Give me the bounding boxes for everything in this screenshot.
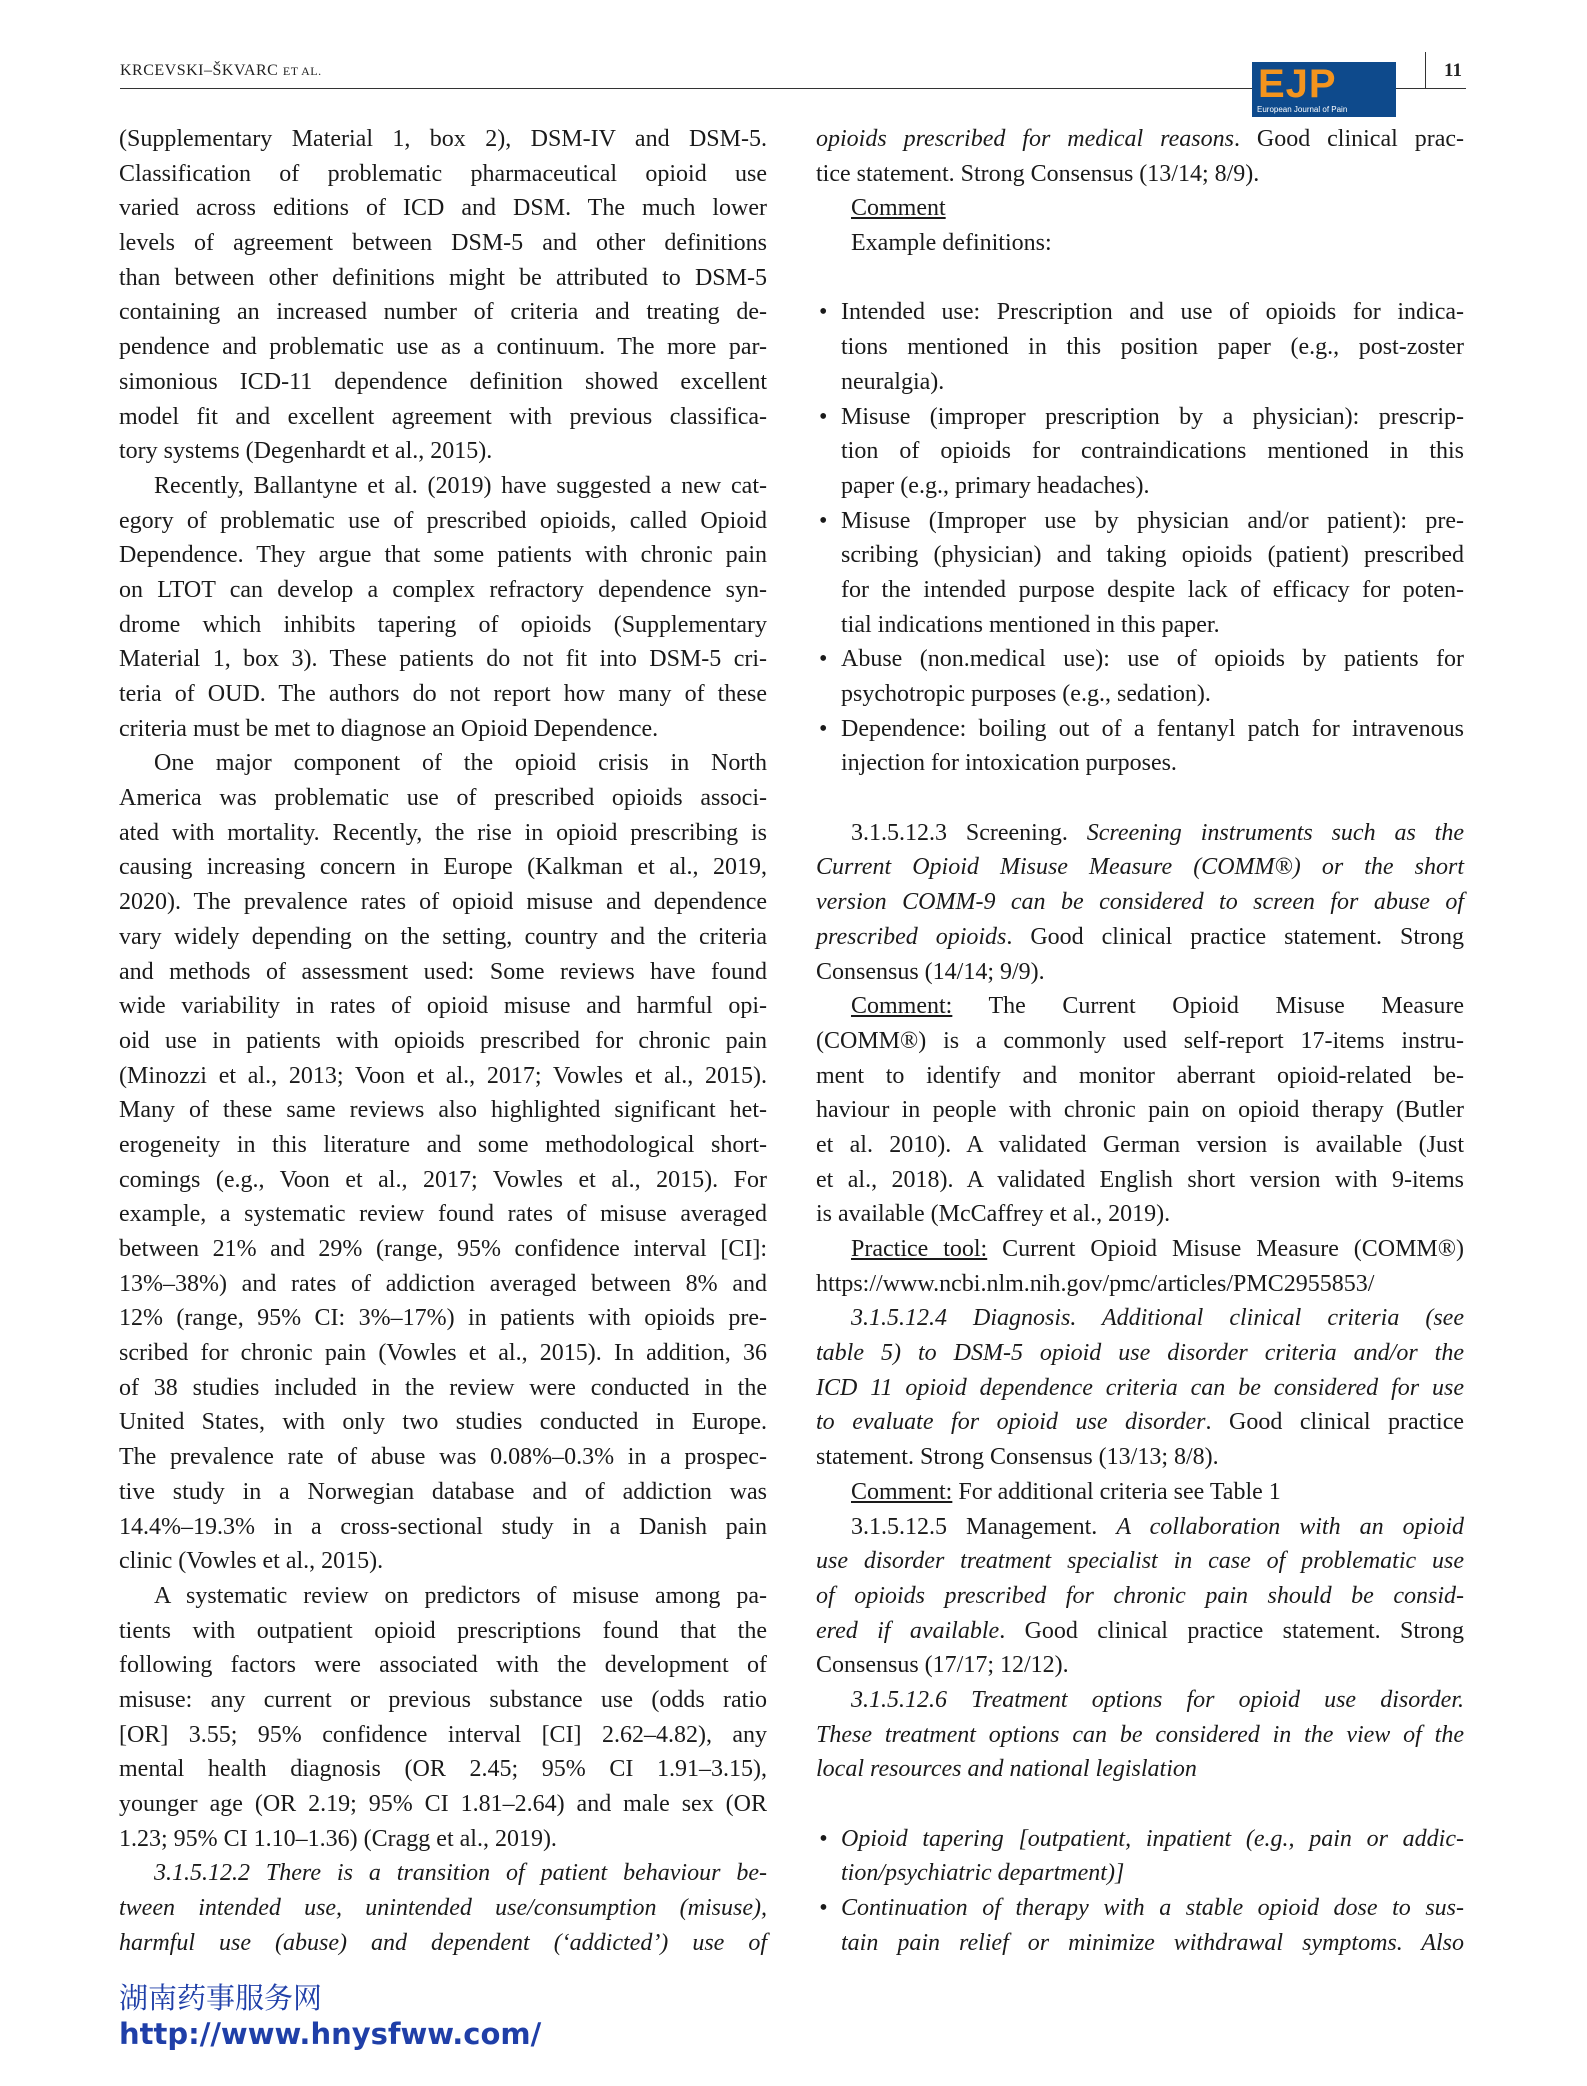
text-line: 1.23; 95% CI 1.10–1.36) (Cragg et al., 2019). — [119, 1825, 557, 1852]
text-line: 2020). The prevalence rates of opioid misuse and dependence — [119, 889, 767, 916]
text-line: example, a systematic review found rates of misuse averaged — [119, 1201, 767, 1228]
text-line: levels of agreement between DSM-5 and other definitions — [119, 230, 767, 257]
text-line: is available (McCaffrey et al., 2019). — [816, 1201, 1171, 1228]
text-line: neuralgia). — [841, 368, 945, 395]
text-line: These treatment options can be considered in the view of the — [816, 1721, 1464, 1748]
text-line: Example definitions: — [851, 230, 1052, 257]
text-line: One major component of the opioid crisis in North — [154, 750, 767, 777]
text-line: comings (e.g., Voon et al., 2017; Vowles et al., 2015). For — [119, 1166, 767, 1193]
text-line: Classification of problematic pharmaceutical opioid use — [119, 160, 767, 187]
text-segment: Comment: — [851, 1478, 953, 1505]
text-line: on LTOT can develop a complex refractory dependence syn- — [119, 576, 767, 603]
text-line: harmful use (abuse) and dependent (‘addicted’) use of — [119, 1929, 767, 1956]
text-line: table 5) to DSM-5 opioid use disorder criteria and/or the — [816, 1340, 1464, 1367]
text-line: Many of these same reviews also highlighted significant het- — [119, 1097, 767, 1124]
text-line: local resources and national legislation — [816, 1756, 1197, 1783]
bullet-line: • Dependence: boiling out of a fentanyl patch for intravenous — [816, 712, 1464, 747]
text-segment: The Current Opioid Misuse Measure — [952, 993, 1464, 1020]
text-line: Consensus (14/14; 9/9). — [816, 958, 1045, 985]
text-line: for the intended purpose despite lack of efficacy for poten- — [841, 576, 1464, 603]
text-line: between 21% and 29% (range, 95% confidence interval [CI]: — [119, 1236, 767, 1262]
text-line: of opioids prescribed for chronic pain should be consid- — [816, 1582, 1464, 1609]
text-line: and methods of assessment used: Some reviews have found — [119, 958, 767, 985]
text-line: tain pain relief or minimize withdrawal symptoms. Also — [841, 1929, 1464, 1956]
text-line: Dependence. They argue that some patients with chronic pain — [119, 542, 767, 569]
text-line: pendence and problematic use as a continuum. The more par- — [119, 334, 767, 361]
text-segment: . Good clinical practice — [1205, 1409, 1464, 1436]
text-line: The prevalence rate of abuse was 0.08%–0.3% in a prospec- — [119, 1444, 767, 1471]
text-line: Current Opioid Misuse Measure (COMM®) or the short — [816, 854, 1464, 881]
text-line: use disorder treatment specialist in case of problematic use — [816, 1548, 1464, 1575]
text-line: et al., 2018). A validated English short version with 9-items — [816, 1166, 1464, 1193]
text-line: ment to identify and monitor aberrant opioid-related be- — [816, 1062, 1464, 1089]
text-segment: . Good clinical practice statement. Strong — [999, 1617, 1465, 1644]
text-line: teria of OUD. The authors do not report how many of these — [119, 681, 767, 707]
text-line: varied across editions of ICD and DSM. The much lower — [119, 195, 767, 222]
text-line: tion of opioids for contraindications mentioned in this — [841, 438, 1464, 465]
text-line: (Supplementary Material 1, box 2), DSM-IV and DSM-5. — [119, 126, 767, 152]
text-line: misuse: any current or previous substance use (odds ratio — [119, 1686, 767, 1713]
text-line: injection for intoxication purposes. — [841, 750, 1177, 777]
text-line: tial indications mentioned in this paper. — [841, 611, 1220, 638]
text-line: 3.1.5.12.2 There is a transition of patient behaviour be- — [154, 1860, 767, 1887]
text-segment: 3.1.5.12.5 Management. — [851, 1513, 1117, 1540]
text-line — [816, 1510, 1464, 1545]
blank-line — [816, 1787, 1464, 1822]
logo-text: EJP — [1258, 62, 1337, 106]
text-segment: 3.1.5.12.3 Screening. — [851, 819, 1087, 846]
blank-line — [816, 781, 1464, 816]
text-line: 3.1.5.12.4 Diagnosis. Additional clinical criteria (see — [851, 1305, 1464, 1332]
text-line: tive study in a Norwegian database and of addiction was — [119, 1478, 767, 1505]
text-line — [816, 816, 1464, 851]
text-line: 13%–38%) and rates of addiction averaged between 8% and — [119, 1270, 767, 1297]
footer-watermark — [119, 1980, 541, 2052]
bullet-line: • Intended use: Prescription and use of opioids for indica- — [816, 295, 1464, 330]
text-segment: Comment: — [851, 993, 953, 1020]
text-line: (Minozzi et al., 2013; Voon et al., 2017; Vowles et al., 2015). — [119, 1062, 767, 1089]
text-segment: opioids prescribed for medical reasons — [816, 126, 1234, 152]
text-line — [816, 122, 1464, 157]
text-line: simonious ICD-11 dependence definition showed excellent — [119, 368, 767, 395]
text-line: containing an increased number of criteria and treating de- — [119, 299, 767, 326]
text-line: oid use in patients with opioids prescribed for chronic pain — [119, 1027, 767, 1054]
text-line: et al. 2010). A validated German version is available (Just — [816, 1131, 1464, 1158]
text-line: scribed for chronic pain (Vowles et al., 2015). In addition, 36 — [119, 1340, 767, 1367]
text-line: (COMM®) is a commonly used self-report 17-items instru- — [816, 1027, 1464, 1054]
bullet-line: • Misuse (Improper use by physician and/or patient): pre- — [816, 504, 1464, 539]
text-line: erogeneity in this literature and some methodological short- — [119, 1131, 767, 1158]
text-line: Consensus (17/17; 12/12). — [816, 1652, 1069, 1679]
text-line: psychotropic purposes (e.g., sedation). — [841, 681, 1211, 707]
text-line: Recently, Ballantyne et al. (2019) have suggested a new cat- — [154, 472, 767, 499]
text-line: 14.4%–19.3% in a cross-sectional study in a Danish pain — [119, 1513, 767, 1540]
text-line: following factors were associated with the development of — [119, 1652, 767, 1679]
journal-logo — [1252, 62, 1396, 117]
text-line: Material 1, box 3). These patients do not fit into DSM-5 cri- — [119, 646, 767, 673]
text-line: egory of problematic use of prescribed opioids, called Opioid — [119, 507, 767, 534]
text-line: criteria must be met to diagnose an Opioid Dependence. — [119, 715, 659, 742]
blank-line — [816, 261, 1464, 296]
text-segment: A collaboration with an opioid — [1116, 1513, 1464, 1540]
running-header-author: KRCEVSKI–ŠKVARC ET AL. — [120, 62, 322, 79]
bullet-line: • Continuation of therapy with a stable opioid dose to sus- — [816, 1891, 1464, 1926]
text-line: tice statement. Strong Consensus (13/14; 8/9). — [816, 160, 1260, 187]
text-segment: ered if available — [816, 1617, 1000, 1644]
text-line: [OR] 3.55; 95% confidence interval [CI] 2.62–4.82), any — [119, 1721, 767, 1748]
footer-site-url[interactable]: http://www.hnysfww.com/ — [119, 2017, 542, 2051]
page-number: 11 — [1444, 60, 1462, 81]
text-segment: . Good clinical practice statement. Strong — [1006, 923, 1465, 950]
text-line: mental health diagnosis (OR 2.45; 95% CI 1.91–3.15), — [119, 1756, 767, 1783]
bullet-line: • Opioid tapering [outpatient, inpatient (e.g., pain or addic- — [816, 1822, 1464, 1857]
text-line: model fit and excellent agreement with previous classifica- — [119, 403, 767, 430]
text-line: younger age (OR 2.19; 95% CI 1.81–2.64) and male sex (OR — [119, 1791, 767, 1817]
text-line — [816, 920, 1464, 955]
text-line: causing increasing concern in Europe (Kalkman et al., 2019, — [119, 854, 767, 881]
text-line: drome which inhibits tapering of opioids (Supplementary — [119, 611, 767, 638]
text-segment: . Good clinical prac- — [1233, 126, 1464, 152]
text-line — [816, 1232, 1464, 1267]
bullet-line: • Misuse (improper prescription by a physician): prescrip- — [816, 400, 1464, 435]
text-line — [816, 1475, 1464, 1510]
text-line: 3.1.5.12.6 Treatment options for opioid use disorder. — [851, 1686, 1464, 1713]
logo-subtitle: European Journal of Pain — [1257, 105, 1348, 114]
text-line: wide variability in rates of opioid misuse and harmful opi- — [119, 993, 767, 1020]
footer-site-name: 湖南药事服务网 — [119, 1981, 323, 2015]
right-column — [816, 122, 1464, 1960]
text-line: America was problematic use of prescribed opioids associ- — [119, 785, 767, 812]
text-line: haviour in people with chronic pain on opioid therapy (Butler — [816, 1097, 1464, 1124]
text-line: clinic (Vowles et al., 2015). — [119, 1548, 384, 1575]
text-segment: For additional criteria see Table 1 — [952, 1478, 1281, 1505]
text-segment: to evaluate for opioid use disorder — [816, 1409, 1206, 1436]
text-line: than between other definitions might be attributed to DSM-5 — [119, 264, 767, 291]
text-line: of 38 studies included in the review were conducted in the — [119, 1374, 767, 1401]
text-line — [816, 1614, 1464, 1649]
text-line: tion/psychiatric department)] — [841, 1860, 1125, 1887]
text-segment: Screening instruments such as the — [1086, 819, 1464, 846]
text-line: United States, with only two studies conducted in Europe. — [119, 1409, 767, 1436]
text-line: https://www.ncbi.nlm.nih.gov/pmc/articles/PMC2955853/ — [816, 1270, 1375, 1297]
text-segment: Current Opioid Misuse Measure (COMM®) — [987, 1236, 1465, 1262]
text-line: tory systems (Degenhardt et al., 2015). — [119, 438, 493, 465]
text-line — [816, 1405, 1464, 1440]
text-line: tions mentioned in this position paper (e.g., post-zoster — [841, 334, 1464, 361]
text-line: vary widely depending on the setting, country and the criteria — [119, 923, 767, 950]
header-divider — [1425, 52, 1426, 88]
text-segment: prescribed opioids — [816, 923, 1007, 950]
text-line: A systematic review on predictors of misuse among pa- — [154, 1582, 767, 1609]
text-line: 12% (range, 95% CI: 3%–17%) in patients with opioids pre- — [119, 1305, 767, 1332]
text-line: tients with outpatient opioid prescriptions found that the — [119, 1617, 767, 1644]
text-line: ICD 11 opioid dependence criteria can be considered for use — [816, 1374, 1464, 1401]
text-line — [816, 989, 1464, 1024]
text-line: Comment — [851, 195, 946, 222]
text-line: version COMM-9 can be considered to screen for abuse of — [816, 889, 1464, 916]
text-line: scribing (physician) and taking opioids (patient) prescribed — [841, 542, 1464, 569]
text-line: paper (e.g., primary headaches). — [841, 472, 1150, 499]
bullet-line: • Abuse (non.medical use): use of opioids by patients for — [816, 642, 1464, 677]
text-segment: Practice tool: — [851, 1236, 988, 1262]
text-line: ated with mortality. Recently, the rise in opioid prescribing is — [119, 819, 767, 846]
text-line: statement. Strong Consensus (13/13; 8/8). — [816, 1444, 1219, 1471]
left-column — [119, 122, 767, 1960]
text-line: tween intended use, unintended use/consumption (misuse), — [119, 1895, 767, 1922]
